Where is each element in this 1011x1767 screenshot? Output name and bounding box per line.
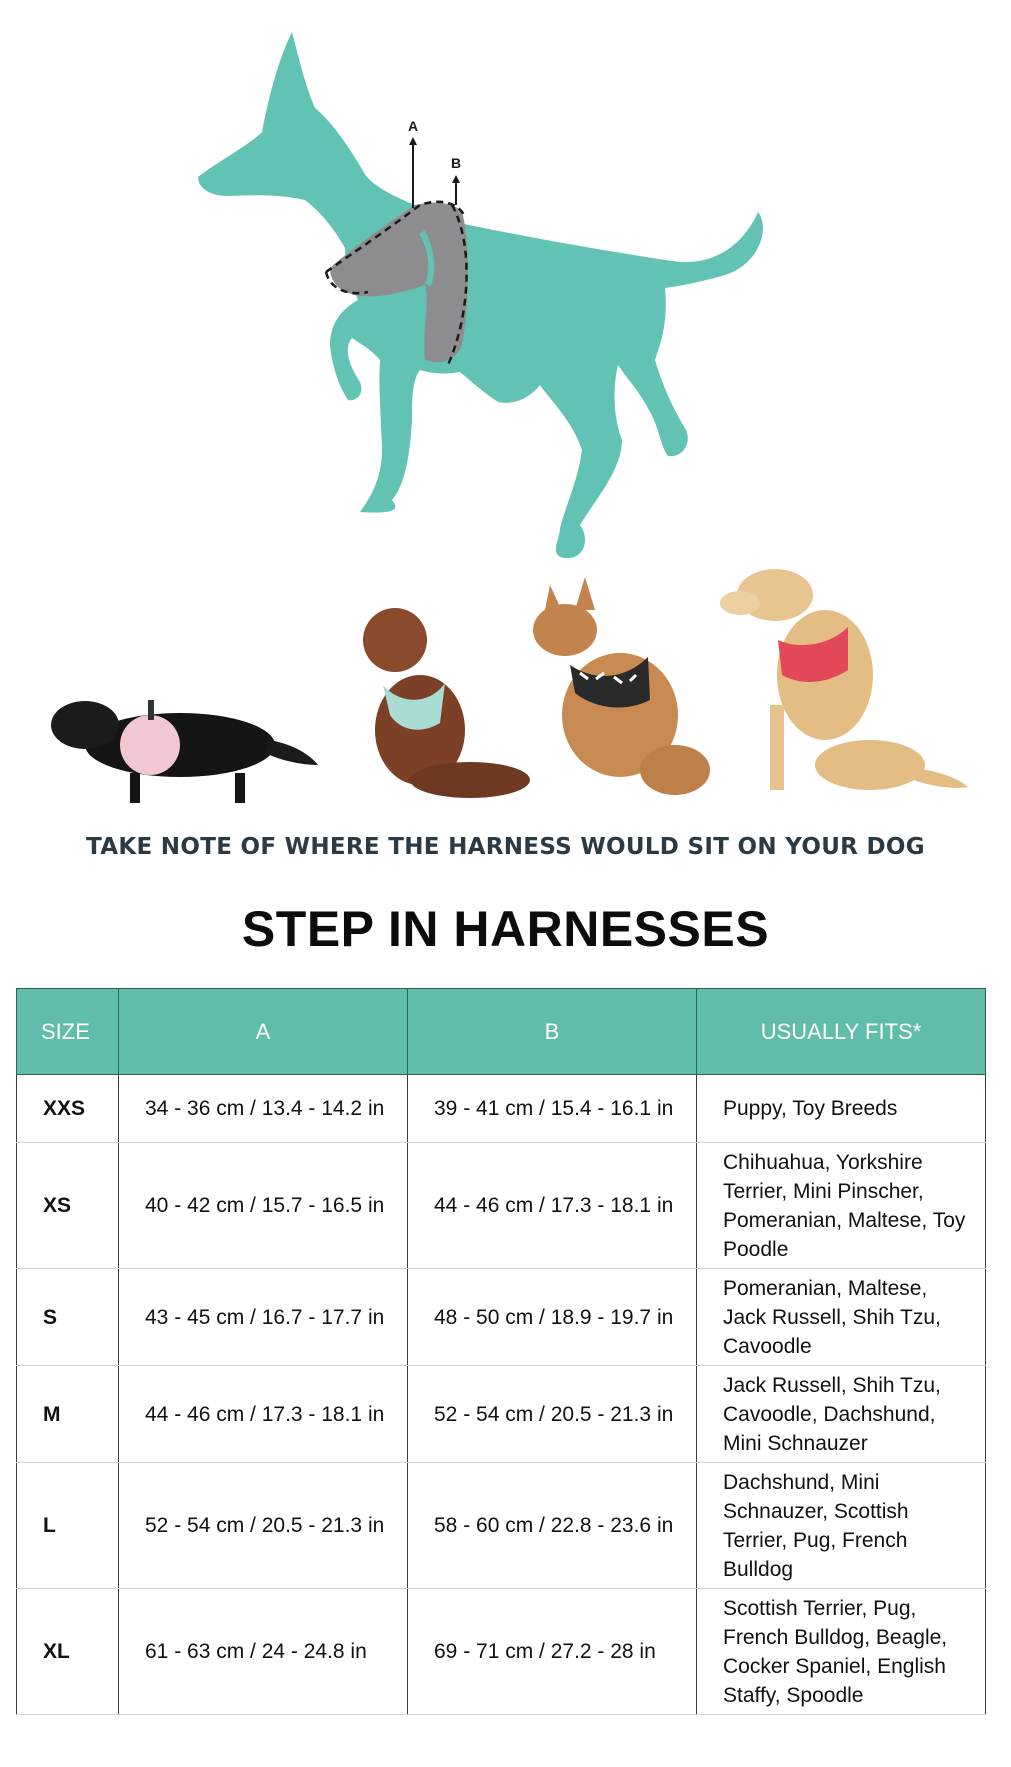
measure-a-label: A bbox=[407, 118, 419, 134]
usually-fits-cell: Chihuahua, Yorkshire Terrier, Mini Pinscher, Pomeranian, Maltese, Toy Poodle bbox=[697, 1143, 986, 1269]
measure-a-cell: 40 - 42 cm / 15.7 - 16.5 in bbox=[119, 1143, 408, 1269]
measure-a-cell: 44 - 46 cm / 17.3 - 18.1 in bbox=[119, 1366, 408, 1463]
measure-a-cell: 34 - 36 cm / 13.4 - 14.2 in bbox=[119, 1075, 408, 1143]
dachshund-photo bbox=[51, 700, 318, 803]
measure-a-cell: 52 - 54 cm / 20.5 - 21.3 in bbox=[119, 1463, 408, 1589]
poodle-photo bbox=[363, 608, 530, 798]
size-cell: L bbox=[17, 1463, 119, 1589]
dog-photos-row bbox=[0, 565, 1011, 805]
size-cell: XL bbox=[17, 1589, 119, 1715]
dog-silhouette bbox=[198, 32, 763, 558]
measure-a-cell: 43 - 45 cm / 16.7 - 17.7 in bbox=[119, 1269, 408, 1366]
header-a: A bbox=[119, 989, 408, 1075]
golden-retriever-photo bbox=[720, 569, 968, 790]
usually-fits-cell: Jack Russell, Shih Tzu, Cavoodle, Dachshund, Mini Schnauzer bbox=[697, 1366, 986, 1463]
header-usually-fits: USUALLY FITS* bbox=[697, 989, 986, 1075]
size-cell: M bbox=[17, 1366, 119, 1463]
table-row bbox=[17, 1143, 986, 1269]
table-row bbox=[17, 1075, 986, 1143]
measure-b-cell: 58 - 60 cm / 22.8 - 23.6 in bbox=[408, 1463, 697, 1589]
usually-fits-cell: Dachshund, Mini Schnauzer, Scottish Terrier, Pug, French Bulldog bbox=[697, 1463, 986, 1589]
page-title: STEP IN HARNESSES bbox=[241, 901, 770, 957]
table-row bbox=[17, 1366, 986, 1463]
harness-position-note: TAKE NOTE OF WHERE THE HARNESS WOULD SIT ON YOUR DOG bbox=[86, 834, 925, 860]
measure-a-marker bbox=[408, 118, 418, 208]
size-cell: S bbox=[17, 1269, 119, 1366]
measure-b-cell: 39 - 41 cm / 15.4 - 16.1 in bbox=[408, 1075, 697, 1143]
table-header-row bbox=[17, 989, 986, 1075]
measure-b-cell: 69 - 71 cm / 27.2 - 28 in bbox=[408, 1589, 697, 1715]
size-chart-table bbox=[16, 988, 986, 1715]
header-size: SIZE bbox=[17, 989, 119, 1075]
usually-fits-cell: Puppy, Toy Breeds bbox=[697, 1075, 986, 1143]
size-cell: XXS bbox=[17, 1075, 119, 1143]
table-row bbox=[17, 1269, 986, 1366]
table-row bbox=[17, 1589, 986, 1715]
measure-b-cell: 48 - 50 cm / 18.9 - 19.7 in bbox=[408, 1269, 697, 1366]
measure-b-cell: 52 - 54 cm / 20.5 - 21.3 in bbox=[408, 1366, 697, 1463]
size-cell: XS bbox=[17, 1143, 119, 1269]
table-row bbox=[17, 1463, 986, 1589]
header-b: B bbox=[408, 989, 697, 1075]
usually-fits-cell: Pomeranian, Maltese, Jack Russell, Shih Tzu, Cavoodle bbox=[697, 1269, 986, 1366]
measure-b-cell: 44 - 46 cm / 17.3 - 18.1 in bbox=[408, 1143, 697, 1269]
measure-b-label: B bbox=[450, 155, 462, 171]
measure-a-cell: 61 - 63 cm / 24 - 24.8 in bbox=[119, 1589, 408, 1715]
measure-b-marker bbox=[451, 155, 461, 205]
usually-fits-cell: Scottish Terrier, Pug, French Bulldog, Beagle, Cocker Spaniel, English Staffy, Spoodle bbox=[697, 1589, 986, 1715]
dog-measurement-illustration bbox=[0, 0, 1011, 575]
french-bulldog-photo bbox=[533, 577, 710, 795]
